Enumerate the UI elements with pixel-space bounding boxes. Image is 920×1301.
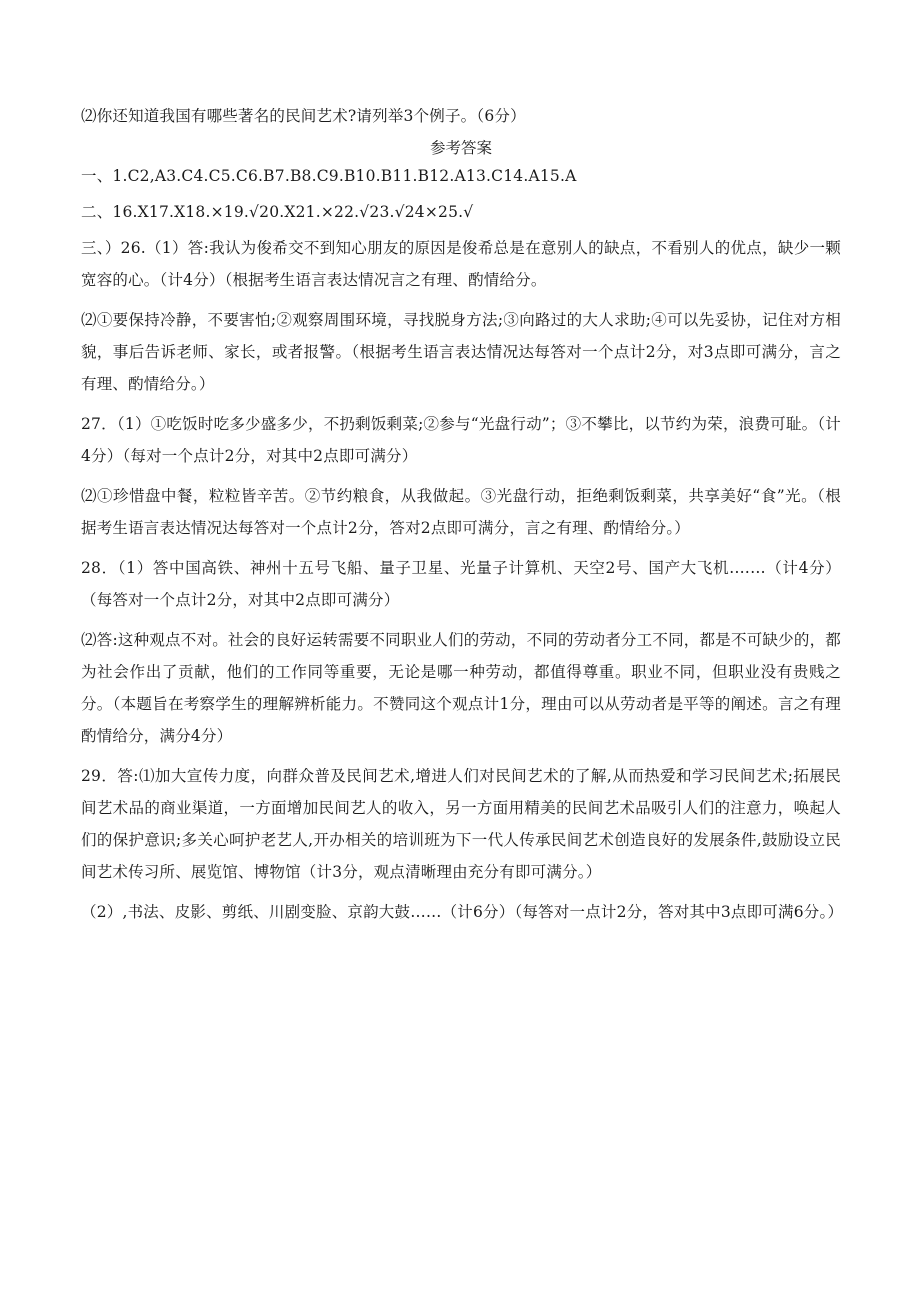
question-27-part-1: 27．（1）①吃饭时吃多少盛多少，不扔剩饭剩菜;②参与“光盘行动”；③不攀比，以节约为荣，浪费可耻。（计4分）（每对一个点计2分，对其中2点即可满分） — [81, 415, 841, 465]
answer-document — [81, 104, 844, 928]
question-29-part-2: （2）,书法、皮影、剪纸、川剧变脸、京韵大鼓……（计6分）（每答对一点计2分，答对其中3点即可满6分。） — [81, 903, 844, 921]
question-28-part-2: ⑵答:这种观点不对。社会的良好运转需要不同职业人们的劳动，不同的劳动者分工不同，都是不可缺少的，都为社会作出了贡献，他们的工作同等重要，无论是哪一种劳动，都值得尊重。职业不同，但职业没有贵贱之分。（本题旨在考察学生的理解辨析能力。不赞同这个观点计1分，理由可以从劳动者是平等的阐述。言之有理酌情给分，满分4分） — [81, 631, 841, 745]
section-2-answers: 二、16.X17.X18.×19.√20.X21.×22.√23.√24×25.√ — [81, 203, 474, 221]
question-26-part-1: 三、）26.（1）答:我认为俊希交不到知心朋友的原因是俊希总是在意别人的缺点，不看别人的优点，缺少一颗宽容的心。（计4分）（根据考生语言表达情况言之有理、酌情给分。 — [81, 239, 841, 289]
question-26-part-2: ⑵①要保持冷静，不要害怕;②观察周围环境，寻找脱身方法;③向路过的大人求助;④可以先妥协，记住对方相貌，事后告诉老师、家长，或者报警。（根据考生语言表达情况达每答对一个点计2分，对3点即可满分，言之有理、酌情给分。） — [81, 311, 841, 393]
top-question: ⑵你还知道我国有哪些著名的民间艺术?请列举3个例子。（6分） — [81, 107, 526, 125]
question-27-part-2: ⑵①珍惜盘中餐，粒粒皆辛苦。②节约粮食，从我做起。③光盘行动，拒绝剩饭剩菜，共享美好“食”光。（根据考生语言表达情况达每答对一个点计2分，答对2点即可满分，言之有理、酌情给分。） — [81, 487, 841, 537]
question-29-part-1: 29．答:⑴加大宣传力度，向群众普及民间艺术,增进人们对民间艺术的了解,从而热爱和学习民间艺术;拓展民间艺术品的商业渠道，一方面增加民间艺人的收入，另一方面用精美的民间艺术品吸引人们的注意力，唤起人们的保护意识;多关心呵护老艺人,开办相关的培训班为下一代人传承民间艺术创造良好的发展条件,鼓励设立民间艺术传习所、展览馆、博物馆（计3分，观点清晰理由充分有即可满分。） — [81, 767, 841, 881]
answer-heading: 参考答案 — [429, 139, 492, 157]
question-28-part-1: 28．（1）答中国高铁、神州十五号飞船、量子卫星、光量子计算机、天空2号、国产大飞机.……（计4分）（每答对一个点计2分，对其中2点即可满分） — [81, 559, 841, 609]
section-1-answers: 一、1.C2,A3.C4.C5.C6.B7.B8.C9.B10.B11.B12.A13.C14.A15.A — [81, 167, 577, 185]
